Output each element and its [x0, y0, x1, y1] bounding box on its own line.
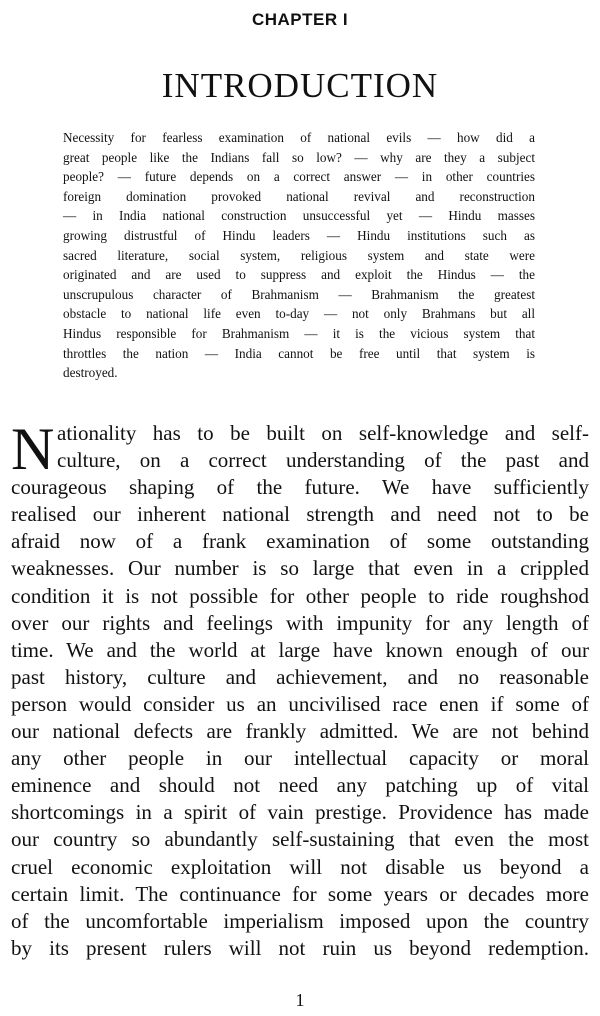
- body-line: shortcomings in a spirit of vain prestige. Providence has made: [11, 800, 589, 825]
- body-line: realised our inherent national strength and need not to be: [11, 502, 589, 527]
- summary-line: throttles the nation — India cannot be free until that system is: [63, 345, 535, 361]
- body-line: culture, on a correct understanding of the past and: [57, 448, 589, 473]
- chapter-summary: [63, 128, 535, 383]
- body-line: by its present rulers will not ruin us beyond redemption.: [11, 935, 589, 960]
- body-line: condition it is not possible for other people to ride roughshod: [11, 583, 589, 608]
- body-line: afraid now of a frank examination of some outstanding: [11, 529, 589, 554]
- summary-line: destroyed.: [63, 365, 118, 381]
- body-line: certain limit. The continuance for some years or decades more: [11, 881, 589, 906]
- summary-line: people? — future depends on a correct answer — in other countries: [63, 169, 535, 185]
- body-line: our national defects are frankly admitted. We are not behind: [11, 719, 589, 744]
- summary-line: unscrupulous character of Brahmanism — Brahmanism the greatest: [63, 286, 535, 302]
- summary-line: originated and are used to suppress and exploit the Hindus — the: [63, 267, 535, 283]
- summary-line: — in India national construction unsuccessful yet — Hindu masses: [63, 208, 535, 224]
- body-line: courageous shaping of the future. We have sufficiently: [11, 475, 589, 500]
- summary-line: Hindus responsible for Brahmanism — it is the vicious system that: [63, 325, 535, 341]
- body-line: over our rights and feelings with impunity for any length of: [11, 610, 589, 635]
- body-line: person would consider us an uncivilised race enen if some of: [11, 691, 589, 716]
- body-line: past history, culture and achievement, and no reasonable: [11, 664, 589, 689]
- body-line: any other people in our intellectual capacity or moral: [11, 746, 589, 771]
- body-line: our country so abundantly self-sustaining that even the most: [11, 827, 589, 852]
- summary-line: great people like the Indians fall so low? — why are they a subject: [63, 149, 535, 165]
- body-line: cruel economic exploitation will not disable us beyond a: [11, 854, 589, 879]
- summary-line: sacred literature, social system, religious system and state were: [63, 247, 535, 263]
- body-line: of the uncomfortable imperialism imposed upon the country: [11, 908, 589, 933]
- summary-line: foreign domination provoked national revival and reconstruction: [63, 188, 535, 204]
- chapter-label: CHAPTER I: [251, 10, 349, 29]
- body-line: time. We and the world at large have known enough of our: [11, 637, 589, 662]
- body-line: eminence and should not need any patching up of vital: [11, 773, 589, 798]
- body-line: weaknesses. Our number is so large that even in a crippled: [11, 556, 589, 581]
- summary-line: obstacle to national life even to-day — not only Brahmans but all: [63, 306, 535, 322]
- chapter-title: INTRODUCTION: [161, 66, 439, 105]
- body-line: ationality has to be built on self-knowledge and self-: [57, 421, 589, 445]
- body-paragraph: [11, 416, 589, 962]
- summary-line: growing distrustful of Hindu leaders — Hindu institutions such as: [63, 227, 535, 243]
- drop-cap: N: [11, 416, 55, 482]
- summary-line: Necessity for fearless examination of national evils — how did a: [63, 130, 535, 145]
- page-number: 1: [295, 990, 305, 1010]
